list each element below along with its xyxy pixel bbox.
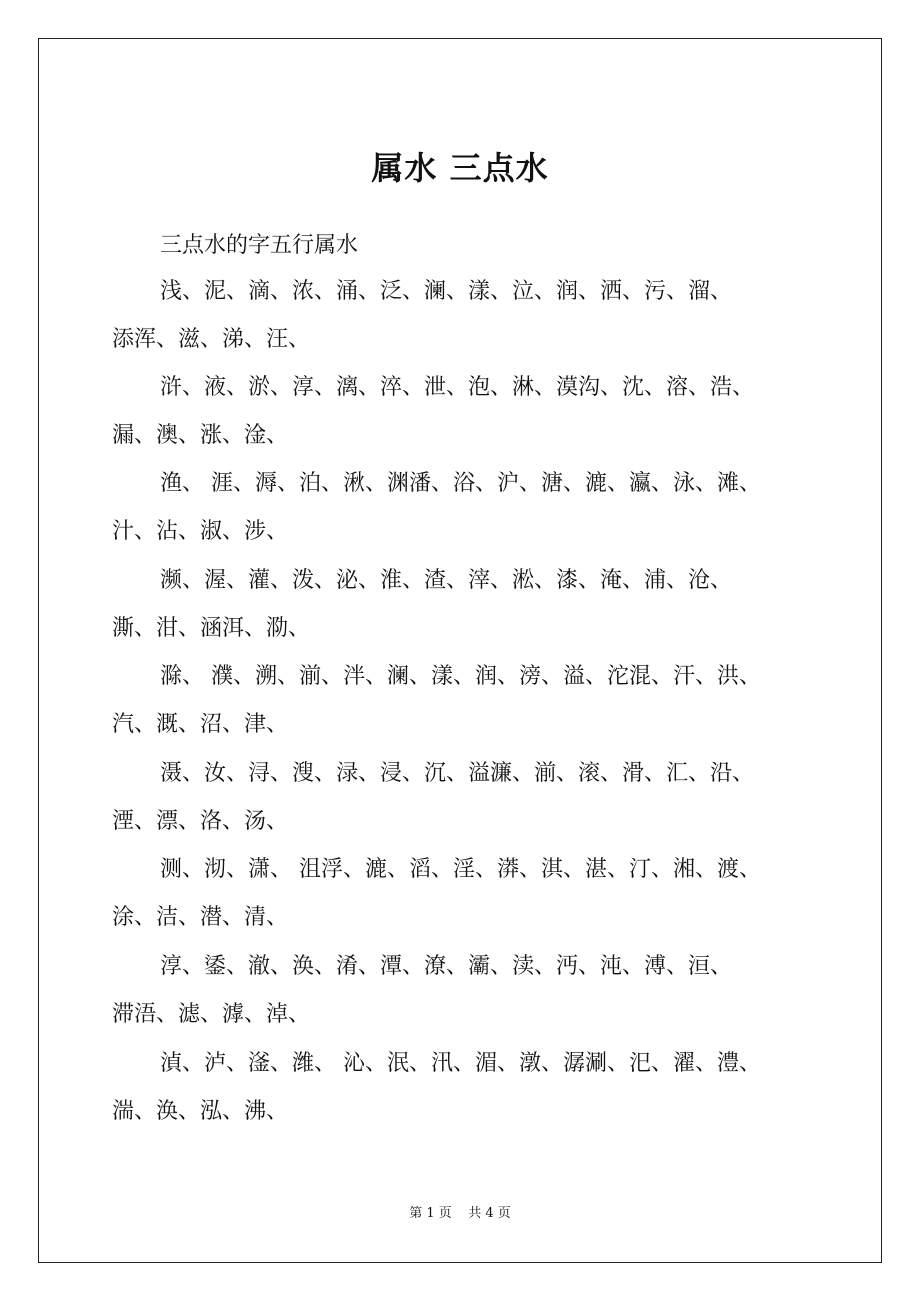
paragraph [112, 653, 824, 749]
paragraph-line: 湮、漂、洛、汤、 [112, 809, 289, 834]
paragraph-line: 渔、 涯、溽、泊、湫、渊潘、浴、沪、溏、漉、瀛、泳、滩、 [160, 471, 761, 496]
paragraph-line: 汽、溉、沼、津、 [112, 712, 289, 737]
paragraph-line: 浒、液、淤、淳、漓、淬、泄、泡、淋、漠沟、沈、溶、浩、 [160, 375, 755, 400]
paragraph [112, 750, 824, 846]
paragraph-line: 湍、涣、泓、沸、 [112, 1099, 289, 1124]
paragraph [112, 364, 824, 460]
paragraph-line: 汁、沾、淑、涉、 [112, 519, 289, 544]
paragraph-line: 漏、澳、涨、淦、 [112, 423, 289, 448]
paragraph-line: 滠、汝、浔、溲、渌、浸、沉、溢濂、湔、滚、滑、汇、沿、 [160, 761, 755, 786]
paragraph-line: 澌、泔、涵洱、泐、 [112, 616, 311, 641]
paragraph-line: 滁、 濮、溯、湔、泮、澜、漾、润、滂、溢、沱混、汗、洪、 [160, 664, 761, 689]
paragraph [112, 460, 824, 556]
paragraph-line: 滞浯、滤、滹、淖、 [112, 1002, 311, 1027]
paragraph [112, 557, 824, 653]
paragraph [112, 268, 824, 364]
page-footer: 第 1 页 共 4 页 [409, 1206, 511, 1221]
paragraph-line: 涂、洁、潜、清、 [112, 905, 289, 930]
paragraph-line: 濒、渥、灌、泼、泌、淮、渣、滓、淞、漆、淹、浦、沧、 [160, 568, 733, 593]
paragraph-line: 浅、泥、滴、浓、涌、泛、澜、漾、泣、润、洒、污、溜、 [160, 279, 733, 304]
paragraph [112, 846, 824, 942]
paragraph-line: 添浑、滋、涕、汪、 [112, 327, 311, 352]
document-title: 属水 三点水 [371, 149, 549, 187]
paragraph [112, 943, 824, 1039]
paragraph-line: 淳、鋈、澈、涣、淆、潭、潦、灞、渎、沔、沌、溥、洹、 [160, 954, 733, 979]
paragraph-line: 测、沏、潇、 沮浮、漉、滔、淫、漭、淇、湛、汀、湘、渡、 [160, 857, 761, 882]
paragraph [112, 1040, 824, 1136]
document-subtitle: 三点水的字五行属水 [160, 233, 359, 258]
paragraph-line: 湞、泸、滏、潍、 沁、泯、汛、湄、潡、潺涮、汜、濯、澧、 [160, 1051, 761, 1076]
